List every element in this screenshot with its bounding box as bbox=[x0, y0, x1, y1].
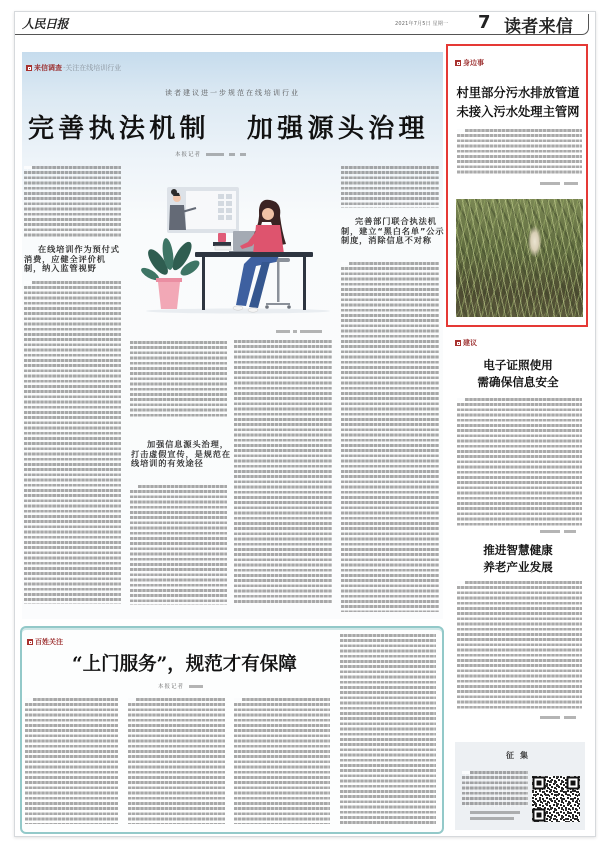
section-tag-public-concern bbox=[27, 637, 63, 647]
byline-text-illegible bbox=[540, 530, 560, 533]
call-for-submissions-text bbox=[462, 771, 528, 807]
online-learning-illustration bbox=[130, 170, 335, 330]
section-topic: ·关注在线培训行业 bbox=[63, 64, 122, 72]
highlight-headline bbox=[449, 83, 587, 121]
bottom-byline bbox=[158, 682, 203, 690]
article-body-text bbox=[457, 581, 582, 711]
byline-text-illegible bbox=[540, 716, 560, 719]
contact-line bbox=[470, 811, 520, 814]
subhead-line: 完善部门联合执法机 bbox=[355, 216, 437, 226]
article-body-text bbox=[341, 262, 439, 612]
bottom-headline: “上门服务”，规范才有保障 bbox=[72, 654, 297, 675]
masthead-logo: 人民日报 bbox=[22, 17, 69, 31]
section-tag-reader-survey bbox=[26, 63, 121, 73]
byline-text-illegible bbox=[564, 716, 576, 719]
page-title: 读者来信 bbox=[504, 17, 574, 37]
byline-name-illegible bbox=[206, 153, 224, 156]
article-body-text bbox=[24, 166, 121, 239]
feature-byline bbox=[175, 150, 246, 158]
byline-name-illegible bbox=[229, 153, 235, 156]
section-tag-label: 建议 bbox=[463, 339, 477, 347]
byline-label: 本报记者 bbox=[158, 684, 185, 690]
section-tag-suggestions bbox=[455, 338, 477, 348]
byline-text-illegible bbox=[540, 182, 560, 185]
section-tag-label: 百姓关注 bbox=[35, 638, 63, 646]
byline-text-illegible bbox=[564, 182, 578, 185]
article-body-text bbox=[25, 698, 118, 824]
section-marker-icon bbox=[455, 60, 461, 66]
header-rule bbox=[15, 14, 589, 35]
headline-left: 完善执法机制 bbox=[28, 114, 210, 144]
section-marker-icon bbox=[26, 65, 32, 71]
headline-line: 村里部分污水排放管道 bbox=[456, 85, 580, 100]
suggestion-headline-2 bbox=[449, 542, 587, 576]
subhead-line: 在线培训作为预付式 bbox=[38, 244, 120, 254]
sewage-pipe-photo bbox=[456, 199, 583, 317]
article-byline bbox=[540, 182, 578, 185]
illustration-credit bbox=[276, 330, 322, 333]
subhead-line: 加强信息源头治理， bbox=[147, 439, 229, 449]
credit-text-illegible bbox=[276, 330, 290, 333]
byline-name-illegible bbox=[189, 685, 203, 688]
article-byline bbox=[540, 716, 576, 719]
credit-text-illegible bbox=[293, 330, 297, 333]
issue-date: 2021年7月5日 星期一 bbox=[395, 21, 449, 27]
kicker: 读者建议进一步规范在线培训行业 bbox=[165, 89, 300, 97]
article-body-text bbox=[130, 485, 227, 605]
credit-text-illegible bbox=[300, 330, 322, 333]
article-body-text bbox=[130, 341, 227, 419]
page-number: 7 bbox=[478, 12, 491, 33]
suggestion-headline-1 bbox=[449, 357, 587, 391]
article-body-text bbox=[340, 634, 436, 824]
headline-right: 加强源头治理 bbox=[247, 114, 429, 144]
article-byline bbox=[540, 530, 576, 533]
article-body-text bbox=[234, 698, 330, 824]
article-body-text bbox=[457, 129, 582, 176]
section-marker-icon bbox=[27, 639, 33, 645]
section-tag-label: 来信调查 bbox=[34, 64, 62, 72]
headline-line: 未接入污水处理主管网 bbox=[456, 104, 580, 119]
headline-line: 需确保信息安全 bbox=[477, 375, 559, 389]
subhead-line: 打击虚假宣传，是规范在 bbox=[131, 448, 231, 459]
subhead-1 bbox=[24, 245, 122, 274]
section-marker-icon bbox=[455, 340, 461, 346]
byline-label: 本报记者 bbox=[175, 152, 202, 158]
subhead-2 bbox=[341, 216, 445, 246]
subhead-3 bbox=[131, 440, 229, 469]
contact-line bbox=[470, 817, 514, 820]
byline-name-illegible bbox=[240, 153, 246, 156]
article-body-text bbox=[341, 166, 439, 208]
subhead-line: 线培训的有效途径 bbox=[131, 458, 204, 469]
subhead-line: 制，纳入监管视野 bbox=[24, 263, 97, 274]
byline-text-illegible bbox=[564, 530, 576, 533]
section-tag-label: 身边事 bbox=[463, 59, 484, 67]
article-body-text bbox=[24, 281, 121, 604]
article-body-text bbox=[234, 340, 332, 605]
headline-line: 推进智慧健康 bbox=[483, 543, 553, 557]
call-for-submissions-title: 征集 bbox=[506, 751, 534, 760]
article-body-text bbox=[128, 698, 225, 824]
headline-line: 养老产业发展 bbox=[483, 560, 553, 574]
subhead-line: 制度，消除信息不对称 bbox=[341, 235, 432, 246]
subhead-line: 制，建立“黑白名单”公示 bbox=[341, 225, 445, 236]
qr-code-icon bbox=[532, 776, 580, 822]
article-body-text bbox=[457, 398, 582, 526]
headline-line: 电子证照使用 bbox=[483, 358, 553, 372]
section-tag-nearby bbox=[455, 58, 484, 68]
subhead-line: 消费，应健全评价机 bbox=[24, 253, 106, 264]
